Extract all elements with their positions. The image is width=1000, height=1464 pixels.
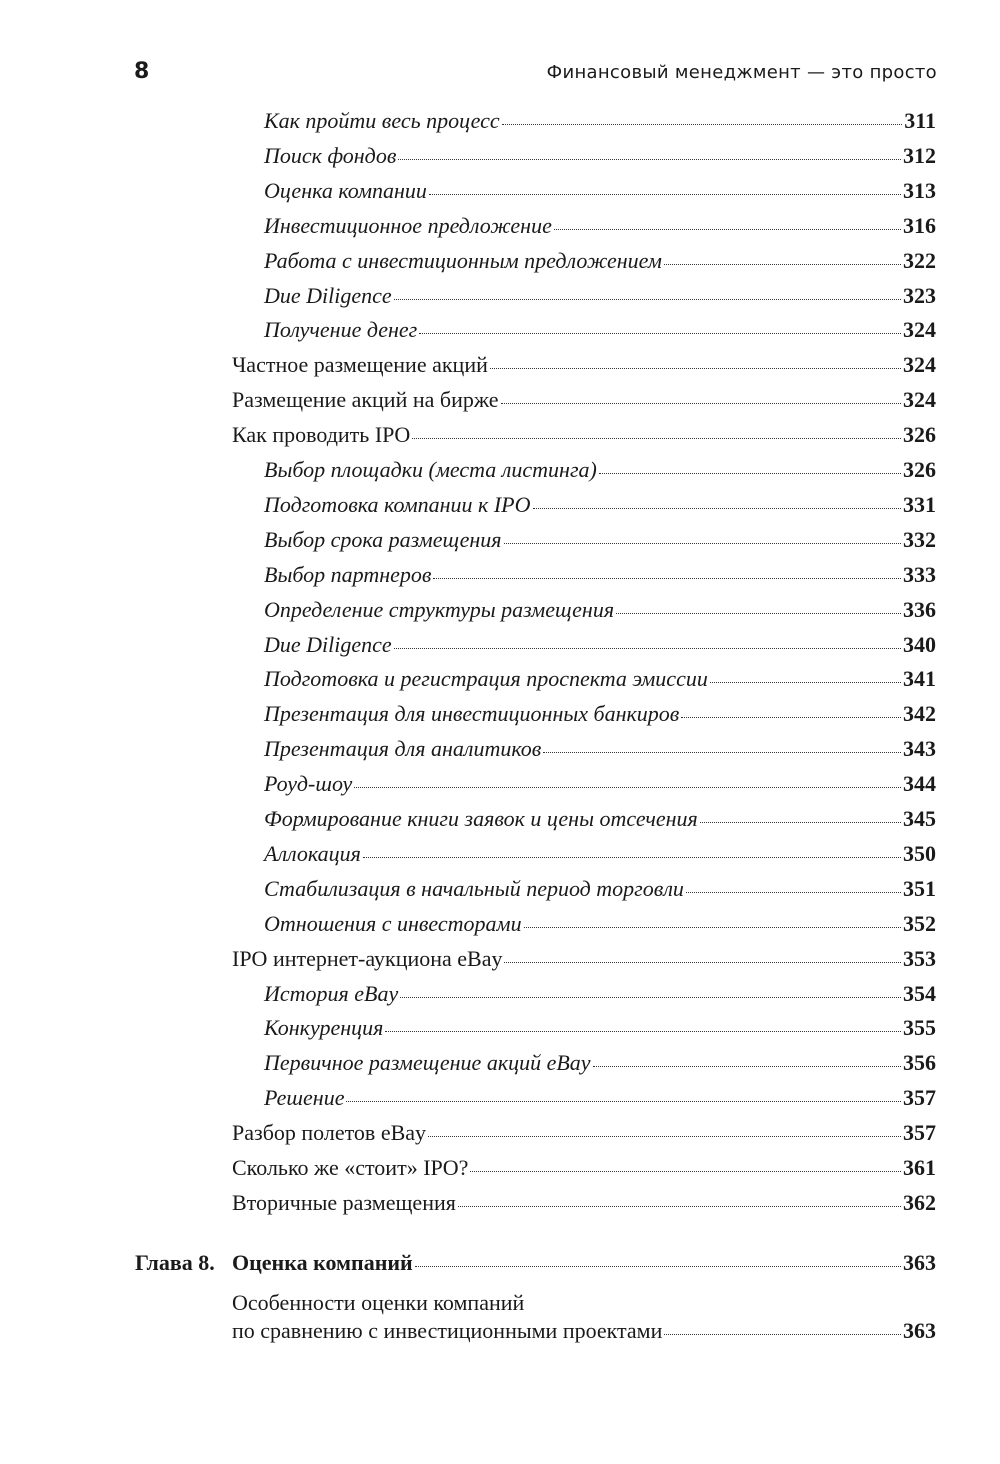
toc-entry-title: Сколько же «стоит» IPO? — [232, 1155, 469, 1180]
toc-entry-page: 332 — [903, 526, 936, 552]
toc-entry[interactable] — [232, 1153, 936, 1183]
toc-entry[interactable] — [232, 1188, 936, 1218]
dot-leader — [429, 194, 901, 195]
dot-leader — [524, 927, 901, 928]
toc-entry-title: Как проводить IPO — [232, 422, 411, 448]
toc-entry-title: Подготовка компании к IPO — [264, 491, 531, 517]
chapter-entry[interactable] — [232, 1248, 936, 1278]
dot-leader — [686, 892, 901, 893]
toc-entry-page: 326 — [903, 422, 936, 448]
toc-entry-page: 333 — [903, 561, 936, 587]
toc-entry-title: Вторичные размещения — [232, 1189, 456, 1215]
toc-subentry[interactable] — [264, 211, 936, 241]
toc-entry-page: 363 — [903, 1318, 936, 1343]
toc-entry-page: 331 — [903, 491, 936, 517]
dot-leader — [400, 997, 901, 998]
toc-subentry[interactable] — [264, 1013, 936, 1043]
chapter-title: Оценка компаний — [232, 1250, 413, 1275]
toc-subentry[interactable] — [264, 176, 936, 206]
dot-leader — [664, 1334, 901, 1335]
toc-subentry[interactable] — [264, 874, 936, 904]
toc-entry-page: 354 — [903, 980, 936, 1006]
toc-subentry[interactable] — [264, 839, 936, 869]
dot-leader — [428, 1136, 901, 1137]
toc-entry-page: 342 — [903, 701, 936, 727]
toc-entry-page: 326 — [903, 457, 936, 482]
dot-leader — [504, 962, 901, 963]
toc-entry-page: 324 — [903, 352, 936, 378]
dot-leader — [363, 857, 901, 858]
toc-subentry[interactable] — [264, 699, 936, 729]
toc-entry[interactable] — [232, 944, 936, 974]
dot-leader — [346, 1101, 901, 1102]
dot-leader — [501, 403, 901, 404]
toc-entry-title: Первичное размещение акций eBay — [264, 1050, 591, 1076]
dot-leader — [502, 124, 903, 125]
toc-entry-title: История eBay — [264, 980, 399, 1006]
toc-entry-title: Конкуренция — [264, 1015, 384, 1041]
toc-subentry[interactable] — [264, 734, 936, 764]
dot-leader — [415, 1266, 901, 1267]
dot-leader — [394, 648, 901, 649]
dot-leader — [458, 1206, 901, 1207]
toc-entry-page: 316 — [903, 212, 936, 238]
toc-entry-title: Выбор партнеров — [264, 561, 432, 587]
toc-subentry[interactable] — [264, 1048, 936, 1078]
toc-entry-page: 362 — [903, 1189, 936, 1215]
chapter-label: Глава 8. — [135, 1250, 215, 1275]
dot-leader — [504, 543, 901, 544]
toc-entry-title: Частное размещение акций — [232, 352, 488, 378]
toc-subentry[interactable] — [264, 141, 936, 171]
dot-leader — [419, 333, 901, 334]
toc-subentry[interactable] — [264, 664, 936, 694]
toc-entry-title: по сравнению с инвестиционными проектами — [232, 1318, 663, 1343]
toc-entry-page: 341 — [903, 666, 936, 692]
toc-entry-page: 313 — [903, 177, 936, 203]
dot-leader — [681, 717, 901, 718]
toc-entry-title: Роуд-шоу — [264, 771, 353, 797]
toc-entry-page: 312 — [903, 142, 936, 168]
toc-subentry[interactable] — [264, 455, 936, 485]
dot-leader — [616, 613, 901, 614]
dot-leader — [354, 787, 901, 788]
dot-leader — [394, 299, 901, 300]
page-number: 8 — [134, 59, 150, 84]
dot-leader — [490, 368, 901, 369]
toc-entry-title: Инвестиционное предложение — [264, 212, 552, 238]
toc-subentry[interactable] — [264, 525, 936, 555]
toc-entry-title: Презентация для инвестиционных банкиров — [264, 701, 680, 727]
toc-entry-page: 351 — [903, 875, 936, 901]
toc-entry-title: Поиск фондов — [264, 142, 397, 168]
toc-entry-title: Стабилизация в начальный период торговли — [264, 875, 684, 901]
toc-entry-page: 323 — [903, 282, 936, 308]
toc-entry-title: Разбор полетов eBay — [232, 1120, 427, 1146]
toc-entry-title: Выбор площадки (места листинга) — [264, 457, 597, 482]
toc-entry-page: 350 — [903, 840, 936, 866]
toc-subentry[interactable] — [264, 106, 936, 136]
toc-entry-title: Работа с инвестиционным предложением — [264, 247, 662, 273]
toc-entry-title: Как пройти весь процесс — [264, 108, 500, 133]
toc-entry-page: 324 — [903, 387, 936, 413]
toc-entry-title: Аллокация — [264, 840, 361, 866]
toc-entry-page: 322 — [903, 247, 936, 273]
toc-entry-title: Подготовка и регистрация проспекта эмиссии — [264, 666, 708, 692]
toc-entry-title: Презентация для аналитиков — [264, 736, 542, 762]
toc-subentry[interactable] — [264, 909, 936, 939]
toc-subentry[interactable] — [264, 246, 936, 276]
toc-entry[interactable] — [232, 1118, 936, 1148]
toc-entry-title: Due Diligence — [264, 631, 392, 657]
toc-subentry[interactable] — [264, 1083, 936, 1113]
dot-leader — [470, 1171, 901, 1172]
dot-leader — [398, 159, 901, 160]
dot-leader — [554, 229, 901, 230]
toc-subentry[interactable] — [264, 630, 936, 660]
dot-leader — [710, 682, 901, 683]
toc-subentry[interactable] — [264, 281, 936, 311]
dot-leader — [385, 1031, 901, 1032]
toc-subentry[interactable] — [264, 490, 936, 520]
toc-subentry[interactable] — [264, 315, 936, 345]
toc-entry-page: 345 — [903, 806, 936, 831]
dot-leader — [412, 438, 901, 439]
dot-leader — [599, 473, 901, 474]
toc-entry-title: Размещение акций на бирже — [232, 387, 499, 413]
toc-entry-title: Получение денег — [264, 317, 418, 343]
toc-entry-page: 336 — [903, 596, 936, 622]
toc-entry[interactable] — [232, 420, 936, 450]
toc-entry-page: 353 — [903, 945, 936, 971]
toc-entry-title: Формирование книги заявок и цены отсечения — [264, 806, 698, 831]
toc-subentry[interactable] — [264, 560, 936, 590]
toc-entry-page: 343 — [903, 736, 936, 762]
toc-subentry[interactable] — [264, 595, 936, 625]
toc-entry-title: IPO интернет-аукциона eBay — [232, 945, 503, 971]
toc-entry[interactable] — [232, 385, 936, 415]
toc-subentry[interactable] — [264, 804, 936, 834]
dot-leader — [543, 752, 901, 753]
toc-entry-title: Отношения с инвесторами — [264, 910, 522, 936]
toc-entry-page: 324 — [903, 317, 936, 343]
running-title: Финансовый менеджмент — это просто — [546, 62, 937, 83]
toc-subentry[interactable] — [264, 979, 936, 1009]
toc-entry-page: 355 — [903, 1015, 936, 1041]
toc-entry-page: 357 — [903, 1120, 936, 1146]
toc-entry-page: 340 — [903, 631, 936, 657]
toc-entry-page: 352 — [903, 910, 936, 936]
chapter-entry-title-line1: Особенности оценки компаний — [232, 1290, 525, 1315]
toc-entry-page: 357 — [903, 1085, 936, 1111]
chapter-page: 363 — [903, 1250, 936, 1275]
dot-leader — [533, 508, 901, 509]
toc-entry-title: Определение структуры размещения — [264, 596, 615, 622]
toc-subentry[interactable] — [264, 769, 936, 799]
toc-entry-title: Оценка компании — [264, 177, 427, 203]
toc-entry-title: Решение — [264, 1085, 345, 1111]
toc-entry-page: 356 — [903, 1050, 936, 1076]
dot-leader — [593, 1066, 901, 1067]
toc-entry-title: Due Diligence — [264, 282, 392, 308]
toc-entry[interactable] — [232, 350, 936, 380]
toc-entry-page: 361 — [903, 1155, 936, 1180]
dot-leader — [700, 822, 901, 823]
toc-entry-page: 311 — [904, 108, 936, 133]
dot-leader — [664, 264, 901, 265]
toc-entry-title: Выбор срока размещения — [264, 526, 502, 552]
toc-entry-page: 344 — [903, 771, 936, 797]
toc-entry[interactable] — [232, 1316, 936, 1346]
dot-leader — [433, 578, 901, 579]
